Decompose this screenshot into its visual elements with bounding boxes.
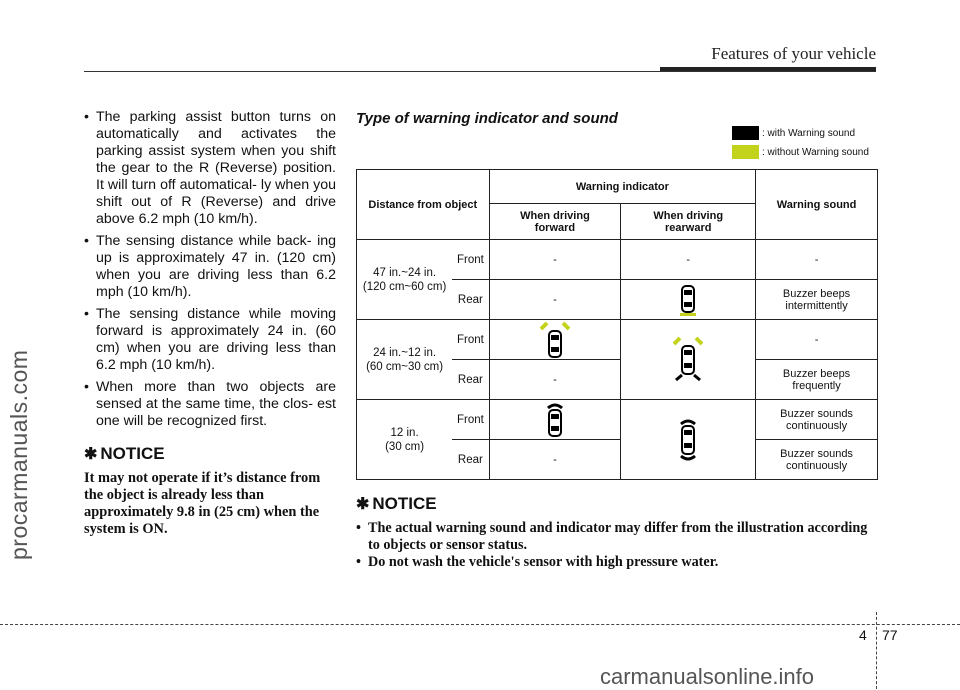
position-rear: Rear bbox=[452, 280, 489, 320]
notice-text: It may not operate if it’s distance from the object is already less than approximately 9.8 in (25 cm) when the system is ON. bbox=[84, 470, 321, 537]
distance-metric: (120 cm~60 cm) bbox=[362, 280, 447, 293]
distance-metric: (60 cm~30 cm) bbox=[366, 360, 444, 373]
notice-item: • Do not wash the vehicle's sensor with high pressure water. bbox=[356, 554, 881, 571]
header-rearward: When driving rearward bbox=[621, 204, 756, 240]
header-title: Features of your vehicle bbox=[711, 44, 876, 63]
position-rear: Rear bbox=[452, 440, 489, 480]
distance-cell bbox=[357, 240, 453, 320]
distance-cell bbox=[357, 320, 453, 400]
indicator-cell: - bbox=[621, 240, 756, 280]
bullet-item: • The sensing distance while back- ing up is approximately 47 in. (120 cm) when you are driving less than 6.2 mph (10 km/h). bbox=[84, 233, 336, 301]
car-rear-sensor-icon bbox=[676, 283, 700, 317]
notice-title: NOTICE bbox=[372, 494, 437, 513]
indicator-cell bbox=[621, 400, 756, 480]
distance-value: 12 in. bbox=[390, 426, 419, 439]
car-front-sensor-icon bbox=[543, 402, 567, 438]
distance-cell bbox=[357, 400, 453, 480]
footer-rule bbox=[0, 624, 960, 625]
car-front-rear-sensor-icon bbox=[676, 418, 700, 462]
sound-cell: Buzzer beeps frequently bbox=[756, 360, 878, 400]
notice-section bbox=[356, 494, 881, 571]
section-title: Type of warning indicator and sound bbox=[356, 110, 618, 127]
sidebar-watermark: procarmanuals.com bbox=[6, 349, 32, 560]
legend-label: : with Warning sound bbox=[762, 127, 856, 139]
header-distance: Distance from object bbox=[357, 170, 490, 240]
legend-swatch-black bbox=[732, 126, 759, 140]
warning-table bbox=[356, 169, 878, 480]
sound-cell: - bbox=[756, 320, 878, 360]
notice-star-icon: ✱ bbox=[84, 446, 98, 463]
legend-with-sound bbox=[732, 126, 855, 140]
notice-item: • The actual warning sound and indicator may differ from the illustration according to objects or sensor status. bbox=[356, 520, 881, 554]
notice-list bbox=[356, 520, 881, 571]
distance-value: 24 in.~12 in. bbox=[373, 346, 437, 359]
sound-cell: Buzzer sounds continuously bbox=[756, 440, 878, 480]
notice-title: NOTICE bbox=[100, 444, 165, 463]
bullet-list bbox=[84, 109, 336, 430]
bottom-watermark: carmanualsonline.info bbox=[600, 664, 815, 689]
bullet-item: • The sensing distance while moving forward is approximately 24 in. (60 cm) when you are driving less than 6.2 mph (10 km/h). bbox=[84, 306, 336, 374]
indicator-cell: - bbox=[489, 280, 621, 320]
sound-cell: Buzzer sounds continuously bbox=[756, 400, 878, 440]
indicator-cell: - bbox=[489, 440, 621, 480]
bullet-item: • When more than two objects are sensed at the same time, the clos- est one will be recognized first. bbox=[84, 379, 336, 430]
page-number: 77 bbox=[882, 627, 898, 643]
car-front-sensor-icon bbox=[537, 321, 573, 359]
indicator-cell bbox=[621, 280, 756, 320]
header-indicator: Warning indicator bbox=[489, 170, 756, 204]
footer-divider bbox=[876, 612, 877, 689]
distance-value: 47 in.~24 in. bbox=[373, 266, 437, 279]
legend-label: : without Warning sound bbox=[762, 146, 869, 158]
left-column bbox=[84, 109, 336, 538]
indicator-cell bbox=[489, 320, 621, 360]
legend-without-sound bbox=[732, 145, 869, 159]
chapter-number: 4 bbox=[859, 627, 867, 643]
header-rule bbox=[84, 71, 876, 72]
header-forward: When driving forward bbox=[489, 204, 621, 240]
bullet-item: • The parking assist button turns on automatically and activates the parking assist system when you shift the gear to the R (Reverse) position. It will turn off automatical- ly when you shift out of R (Reverse) and drive above 6.2 mph (10 km/h). bbox=[84, 109, 336, 228]
indicator-cell: - bbox=[489, 240, 621, 280]
sound-cell: Buzzer beeps intermittently bbox=[756, 280, 878, 320]
car-rear-sensor-icon bbox=[670, 336, 706, 384]
header-sound: Warning sound bbox=[756, 170, 878, 240]
sound-cell: - bbox=[756, 240, 878, 280]
distance-metric: (30 cm) bbox=[385, 440, 425, 453]
position-rear: Rear bbox=[452, 360, 489, 400]
legend-swatch-yellow bbox=[732, 145, 759, 159]
position-front: Front bbox=[452, 240, 489, 280]
notice-heading bbox=[356, 494, 881, 514]
position-front: Front bbox=[452, 400, 489, 440]
indicator-cell: - bbox=[489, 360, 621, 400]
indicator-cell bbox=[489, 400, 621, 440]
indicator-cell bbox=[621, 320, 756, 400]
notice-star-icon: ✱ bbox=[356, 496, 370, 513]
position-front: Front bbox=[452, 320, 489, 360]
notice-heading bbox=[84, 444, 336, 464]
